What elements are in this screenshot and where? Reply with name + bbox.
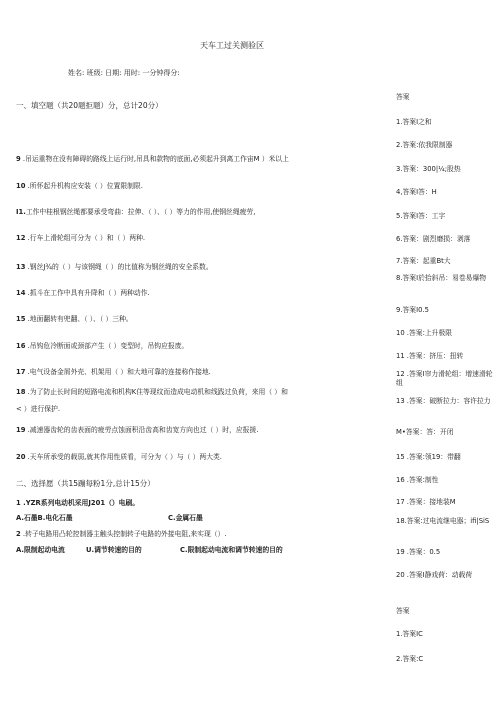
question-18 xyxy=(16,386,288,396)
answer-11: 11 .答案：挤压：扭转 xyxy=(396,352,464,360)
question-text: .转子电路用凸轮控制器主触头控制转子电路的外接电阻,来实现（）. xyxy=(22,530,227,538)
question-13 xyxy=(16,261,213,271)
answers-header: 答案 xyxy=(396,93,410,101)
question-number: 9 xyxy=(16,155,21,163)
answer-2: 2.答案:依我限制器 xyxy=(396,141,453,149)
question-text: .天车所承受的载弱,就其作用性质看，可分为（ ）与（ ）两大类. xyxy=(27,453,222,461)
question-text: .钢丝J¾的（ ）与该钢绳（ ）的比值称为钢丝绳的安全系数。 xyxy=(27,263,213,271)
answer-7: 7.答案：起重Bt大 xyxy=(396,257,451,265)
question-text: 工作中桂根钢丝绳都要承受弯曲：拉伸、（ ）、（ ）等力的作用,使钢丝绳疲劳, xyxy=(25,208,256,216)
choice-2-option-a: A.限制起动电流 xyxy=(16,546,65,554)
question-number: 13 xyxy=(16,263,26,271)
choice-2-option-c: C.限制起动电流和调节转速的目的 xyxy=(180,546,283,554)
answer-1: 1.答案I之和 xyxy=(396,118,432,126)
section-choice: 二、选择愿（共15蹦每粉1分,总计15分） xyxy=(16,479,155,488)
question-text: .行车上滑轮组可分为（ ）和（ ）两种. xyxy=(27,234,146,242)
question-14 xyxy=(16,287,150,297)
question-18-cont xyxy=(16,403,60,413)
question-11 xyxy=(16,206,255,216)
question-text: .地面翻转有兜翻、（ ）、（ ）三种。 xyxy=(27,315,133,323)
answer-3: 3.答案：300|¼;股热 xyxy=(396,165,461,173)
section-fill-blank: 一、填空题（共20题拒题）分，总计20分） xyxy=(16,101,163,110)
question-number: I1. xyxy=(16,208,26,216)
question-20 xyxy=(16,451,222,461)
answer-8: 8.答案I於拾斜吊：易卷易爆物 xyxy=(396,274,487,282)
question-text: .电气设备金屑外壳、机架用（ ）和大地可靠的连接称作接地. xyxy=(27,368,211,376)
answer-19: 19 .答案：0.5 xyxy=(396,548,441,556)
question-number: 20 xyxy=(16,453,26,461)
answer-20: 20 .答案I静戏荷：动载荷 xyxy=(396,571,473,579)
answer-14: M•答案：答：开闭 xyxy=(396,428,454,436)
question-text: < ）进行保护. xyxy=(16,405,61,413)
answer-5: 5.答案I答：工字 xyxy=(396,212,446,220)
question-9 xyxy=(16,153,289,163)
answer-17: 17 .答案：接地装M xyxy=(396,498,456,506)
answer2-2: 2.答案:C xyxy=(396,655,424,663)
choice-question-1 xyxy=(16,497,139,507)
question-text: .吊钩危冷断面或颈部产生（ ）变型时，吊钩应报废。 xyxy=(27,342,189,350)
question-number: 17 xyxy=(16,368,26,376)
question-16 xyxy=(16,340,188,350)
question-text: .所怀起升机构应安装（ ）位置限制限. xyxy=(27,182,143,190)
student-info-line: 姓名: 班级: 日期: 用时: 一分钟得分: xyxy=(68,69,180,77)
question-number: 16 xyxy=(16,342,26,350)
answer-6: 6.答案：剧烈磨损：剥落 xyxy=(396,235,471,243)
question-number: 15 xyxy=(16,315,26,323)
question-text: .减速器齿轮的齿表面的疲劳点蚀面积沿齿高和齿宽方向也过（ ）时，应报援. xyxy=(27,426,259,434)
answer-18: 18.答案:过电流继电器；ifi|SiS xyxy=(396,517,490,525)
choice-1-option-c: C.金属石墨 xyxy=(168,514,203,522)
choice-1-option-ab: A.石墨B.电化石墨 xyxy=(16,514,73,522)
question-number: 10 xyxy=(16,182,26,190)
answer-13: 13 .答案：破断拉力：容许拉力 xyxy=(396,397,491,405)
question-number: 14 xyxy=(16,289,26,297)
question-15 xyxy=(16,313,133,323)
answer-9: 9.答案I0.5 xyxy=(396,306,429,314)
question-text: .吊运重物在没有障碍的路线上运行时,吊具和款物的底面,必须起升到离工作宙M ）米以上 xyxy=(22,155,289,163)
question-17 xyxy=(16,366,211,376)
question-10 xyxy=(16,180,143,190)
question-number: 18 xyxy=(16,388,26,396)
choice-2-option-b: U.调节转速的目的 xyxy=(86,546,142,554)
question-12 xyxy=(16,232,145,242)
answer-16: 16 .答案:制性 xyxy=(396,476,439,484)
question-text: .YZR系列电动机采用J201（）电刷。 xyxy=(23,499,140,507)
answer-4: 4,答案I答：H xyxy=(396,188,437,196)
choice-question-2 xyxy=(16,528,227,538)
question-text: .为了防止长时间的短路电流和机构K住等现纹而造成电动机和线践过负荷，来用（ ）和 xyxy=(27,388,288,396)
answer-10: 10 .答案:上升极限 xyxy=(396,329,453,337)
doc-title: 天车工过关测验区 xyxy=(200,41,264,50)
question-number: 12 xyxy=(16,234,26,242)
question-19 xyxy=(16,424,258,434)
question-number: 1 xyxy=(16,499,21,507)
answer-15: 15 .答案:领19：带翻 xyxy=(396,453,461,461)
question-number: 2 xyxy=(16,530,21,538)
answers2-header: 答案 xyxy=(396,607,410,615)
answer2-1: 1.答案IC xyxy=(396,630,423,638)
question-text: .抓斗在工作中具有升降和（ ）两种动作. xyxy=(27,289,150,297)
question-number: 19 xyxy=(16,426,26,434)
answer-12: 12 .答案I帘力滑轮组：增速滑轮组 xyxy=(396,370,493,387)
